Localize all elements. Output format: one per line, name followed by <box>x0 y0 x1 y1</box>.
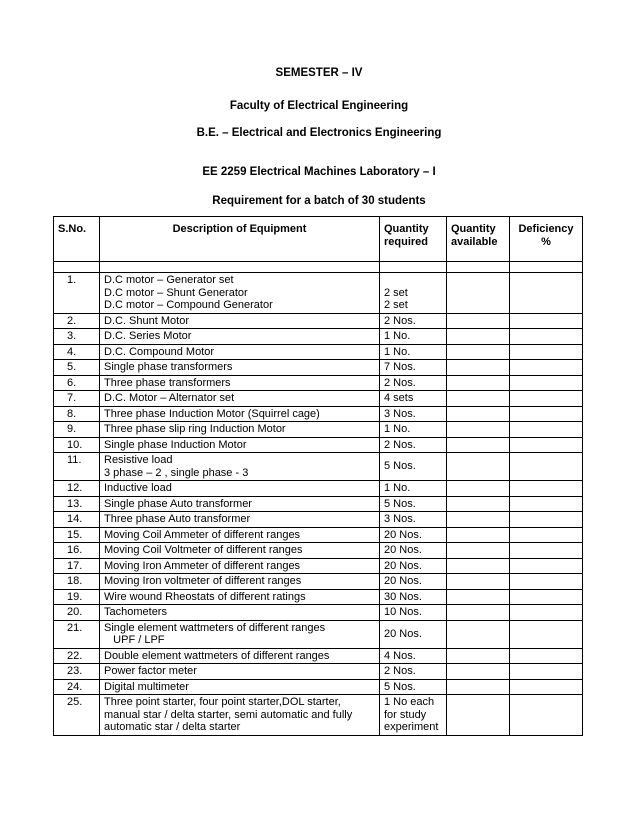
spacer-cell <box>54 262 100 273</box>
quantity-line: 7 Nos. <box>384 361 416 373</box>
cell-quantity-required <box>380 679 447 695</box>
description-line: Double element wattmeters of different ranges <box>104 649 330 662</box>
cell-description <box>100 375 380 391</box>
cell-description <box>100 329 380 345</box>
header-deficiency <box>510 217 583 262</box>
cell-sno: 16. <box>54 543 100 559</box>
cell-deficiency <box>510 453 583 481</box>
cell-description <box>100 313 380 329</box>
description-line: Power factor meter <box>104 665 197 677</box>
table-row <box>54 481 583 497</box>
table-row <box>54 375 583 391</box>
quantity-line: 1 No. <box>384 423 411 435</box>
quantity-line: 20 Nos. <box>384 559 422 572</box>
table-row <box>54 437 583 453</box>
cell-sno: 25. <box>54 695 100 736</box>
cell-deficiency <box>510 329 583 345</box>
table-row <box>54 620 583 648</box>
cell-quantity-required <box>380 527 447 543</box>
table-row <box>54 391 583 407</box>
cell-deficiency <box>510 527 583 543</box>
cell-sno: 7. <box>54 391 100 407</box>
cell-description <box>100 527 380 543</box>
equipment-table-container <box>53 216 582 736</box>
quantity-line: 2 Nos. <box>384 314 416 327</box>
cell-quantity-available <box>447 512 510 528</box>
description-line: D.C. Series Motor <box>104 330 192 342</box>
cell-description <box>100 512 380 528</box>
table-row <box>54 422 583 438</box>
header-quantity-required-line2: required <box>384 235 429 248</box>
quantity-line: 1 No. <box>384 482 411 494</box>
cell-deficiency <box>510 360 583 376</box>
quantity-line: 20 Nos. <box>384 575 422 587</box>
cell-description <box>100 605 380 621</box>
quantity-line: 2 set <box>384 286 408 299</box>
cell-sno: 13. <box>54 496 100 512</box>
cell-quantity-available <box>447 344 510 360</box>
table-row <box>54 648 583 664</box>
cell-sno: 8. <box>54 406 100 422</box>
cell-description <box>100 273 380 314</box>
description-line: Single phase Induction Motor <box>104 438 247 451</box>
cell-description <box>100 481 380 497</box>
equipment-table <box>53 216 583 736</box>
cell-deficiency <box>510 273 583 314</box>
cell-deficiency <box>510 512 583 528</box>
cell-quantity-available <box>447 589 510 605</box>
cell-description <box>100 574 380 590</box>
cell-sno: 2. <box>54 313 100 329</box>
table-row <box>54 344 583 360</box>
description-line: Three phase transformers <box>104 376 231 389</box>
quantity-line: 5 Nos. <box>384 497 416 510</box>
cell-quantity-required <box>380 329 447 345</box>
table-row <box>54 574 583 590</box>
description-line: D.C motor – Compound Generator <box>104 299 273 311</box>
quantity-line: 20 Nos. <box>384 627 422 640</box>
header-description: Description of Equipment <box>100 217 380 262</box>
cell-description <box>100 344 380 360</box>
spacer-cell <box>447 262 510 273</box>
cell-sno: 15. <box>54 527 100 543</box>
quantity-line: 2 set <box>384 299 408 311</box>
cell-quantity-required <box>380 453 447 481</box>
quantity-line <box>384 274 442 287</box>
description-line: Moving Iron voltmeter of different ranges <box>104 575 302 587</box>
quantity-line: 30 Nos. <box>384 590 422 603</box>
cell-quantity-available <box>447 648 510 664</box>
quantity-line: 3 Nos. <box>384 407 416 420</box>
cell-quantity-available <box>447 453 510 481</box>
quantity-line: 2 Nos. <box>384 376 416 389</box>
description-line: 3 phase – 2 , single phase - 3 <box>104 466 249 479</box>
semester-heading: SEMESTER – IV <box>275 67 363 79</box>
header-quantity-available-line1: Quantity <box>451 223 496 235</box>
cell-sno: 3. <box>54 329 100 345</box>
cell-sno: 11. <box>54 453 100 481</box>
description-line: Digital multimeter <box>104 680 189 693</box>
cell-deficiency <box>510 589 583 605</box>
cell-description <box>100 620 380 648</box>
quantity-line: 2 Nos. <box>384 665 416 677</box>
cell-description <box>100 695 380 736</box>
quantity-line: 4 sets <box>384 392 414 404</box>
spacer-cell <box>380 262 447 273</box>
table-row <box>54 527 583 543</box>
cell-quantity-available <box>447 605 510 621</box>
cell-sno: 20. <box>54 605 100 621</box>
cell-deficiency <box>510 574 583 590</box>
description-line: D.C. Compound Motor <box>104 345 215 358</box>
cell-quantity-available <box>447 360 510 376</box>
cell-quantity-required <box>380 664 447 680</box>
cell-sno: 14. <box>54 512 100 528</box>
table-row <box>54 496 583 512</box>
cell-quantity-required <box>380 558 447 574</box>
quantity-line: 1 No each <box>384 696 435 708</box>
quantity-line: 2 Nos. <box>384 438 416 451</box>
header-deficiency-line2: % <box>541 235 551 248</box>
cell-sno: 22. <box>54 648 100 664</box>
description-line: Moving Coil Ammeter of different ranges <box>104 528 301 541</box>
cell-description <box>100 453 380 481</box>
cell-quantity-required <box>380 391 447 407</box>
header-quantity-required <box>380 217 447 262</box>
cell-sno: 4. <box>54 344 100 360</box>
cell-quantity-required <box>380 273 447 314</box>
cell-sno: 19. <box>54 589 100 605</box>
header-quantity-available-line2: available <box>451 235 498 248</box>
header-deficiency-line1: Deficiency <box>518 223 574 235</box>
cell-quantity-required <box>380 406 447 422</box>
cell-sno: 18. <box>54 574 100 590</box>
description-line: Three point starter, four point starter,DOL starter, <box>104 696 341 708</box>
cell-quantity-required <box>380 620 447 648</box>
cell-quantity-required <box>380 543 447 559</box>
table-row <box>54 589 583 605</box>
cell-sno: 1. <box>54 273 100 314</box>
cell-sno: 23. <box>54 664 100 680</box>
description-line: Moving Coil Voltmeter of different ranges <box>104 544 303 556</box>
cell-sno: 9. <box>54 422 100 438</box>
table-row <box>54 558 583 574</box>
table-row <box>54 679 583 695</box>
header-quantity-required-line1: Quantity <box>384 223 429 235</box>
quantity-line: 5 Nos. <box>384 680 416 693</box>
cell-deficiency <box>510 695 583 736</box>
cell-description <box>100 360 380 376</box>
cell-description <box>100 558 380 574</box>
quantity-line: experiment <box>384 721 439 733</box>
cell-quantity-available <box>447 391 510 407</box>
cell-quantity-required <box>380 375 447 391</box>
cell-quantity-available <box>447 527 510 543</box>
cell-description <box>100 664 380 680</box>
cell-description <box>100 422 380 438</box>
course-heading: EE 2259 Electrical Machines Laboratory – I <box>202 166 436 178</box>
description-line: Single phase Auto transformer <box>104 497 252 510</box>
description-line: D.C motor – Generator set <box>104 274 234 286</box>
description-line: D.C. Shunt Motor <box>104 314 189 327</box>
table-row <box>54 605 583 621</box>
table-row <box>54 313 583 329</box>
cell-deficiency <box>510 391 583 407</box>
cell-quantity-required <box>380 695 447 736</box>
description-line: UPF / LPF <box>104 634 165 646</box>
cell-quantity-required <box>380 496 447 512</box>
cell-sno: 24. <box>54 679 100 695</box>
cell-quantity-required <box>380 360 447 376</box>
cell-deficiency <box>510 543 583 559</box>
spacer-cell <box>100 262 380 273</box>
cell-deficiency <box>510 422 583 438</box>
description-line: Resistive load <box>104 454 173 466</box>
description-line: D.C motor – Shunt Generator <box>104 286 248 299</box>
cell-sno: 10. <box>54 437 100 453</box>
cell-quantity-available <box>447 558 510 574</box>
quantity-line: 5 Nos. <box>384 460 416 473</box>
header-quantity-available <box>447 217 510 262</box>
cell-sno: 17. <box>54 558 100 574</box>
cell-quantity-available <box>447 422 510 438</box>
cell-deficiency <box>510 481 583 497</box>
cell-quantity-required <box>380 589 447 605</box>
cell-description <box>100 406 380 422</box>
table-row <box>54 512 583 528</box>
cell-deficiency <box>510 344 583 360</box>
table-row <box>54 664 583 680</box>
cell-quantity-available <box>447 543 510 559</box>
description-line: Three phase Auto transformer <box>104 513 251 525</box>
table-header-row <box>54 217 583 262</box>
description-line: automatic star / delta starter <box>104 721 241 733</box>
cell-sno: 21. <box>54 620 100 648</box>
cell-quantity-available <box>447 496 510 512</box>
quantity-line: 3 Nos. <box>384 513 416 525</box>
description-line: Tachometers <box>104 606 167 618</box>
description-line: D.C. Motor – Alternator set <box>104 392 235 404</box>
table-row <box>54 453 583 481</box>
cell-description <box>100 496 380 512</box>
quantity-line: 10 Nos. <box>384 606 422 618</box>
cell-sno: 6. <box>54 375 100 391</box>
cell-quantity-available <box>447 329 510 345</box>
cell-quantity-available <box>447 664 510 680</box>
cell-quantity-required <box>380 481 447 497</box>
cell-quantity-required <box>380 605 447 621</box>
cell-quantity-available <box>447 679 510 695</box>
cell-sno: 12. <box>54 481 100 497</box>
table-row <box>54 543 583 559</box>
cell-deficiency <box>510 679 583 695</box>
cell-quantity-available <box>447 273 510 314</box>
cell-quantity-available <box>447 574 510 590</box>
cell-description <box>100 437 380 453</box>
cell-description <box>100 589 380 605</box>
table-row <box>54 406 583 422</box>
cell-description <box>100 391 380 407</box>
quantity-line: for study <box>384 708 427 721</box>
cell-quantity-required <box>380 437 447 453</box>
description-line: Wire wound Rheostats of different ratings <box>104 590 306 603</box>
cell-quantity-required <box>380 574 447 590</box>
description-line: manual star / delta starter, semi automatic and fully <box>104 708 353 721</box>
cell-deficiency <box>510 664 583 680</box>
table-row <box>54 329 583 345</box>
table-body <box>54 262 583 736</box>
quantity-line: 20 Nos. <box>384 528 422 541</box>
description-line: Inductive load <box>104 482 172 494</box>
table-row <box>54 360 583 376</box>
cell-deficiency <box>510 437 583 453</box>
description-line: Three phase Induction Motor (Squirrel cage) <box>104 407 320 420</box>
cell-description <box>100 543 380 559</box>
table-row <box>54 273 583 314</box>
cell-quantity-required <box>380 648 447 664</box>
cell-quantity-available <box>447 313 510 329</box>
cell-quantity-available <box>447 481 510 497</box>
cell-deficiency <box>510 605 583 621</box>
faculty-heading: Faculty of Electrical Engineering <box>229 100 409 112</box>
quantity-line: 4 Nos. <box>384 649 416 662</box>
description-line: Single element wattmeters of different ranges <box>104 621 326 634</box>
description-line: Moving Iron Ammeter of different ranges <box>104 559 301 572</box>
cell-quantity-required <box>380 512 447 528</box>
cell-deficiency <box>510 406 583 422</box>
quantity-line: 1 No. <box>384 345 411 358</box>
cell-description <box>100 679 380 695</box>
cell-quantity-required <box>380 422 447 438</box>
description-line: Three phase slip ring Induction Motor <box>104 423 286 435</box>
cell-quantity-available <box>447 375 510 391</box>
table-spacer-row <box>54 262 583 273</box>
cell-sno: 5. <box>54 360 100 376</box>
cell-quantity-available <box>447 620 510 648</box>
cell-deficiency <box>510 558 583 574</box>
program-heading: B.E. – Electrical and Electronics Engineering <box>196 127 442 139</box>
description-line: Single phase transformers <box>104 361 233 373</box>
quantity-line: 20 Nos. <box>384 544 422 556</box>
table-row <box>54 695 583 736</box>
cell-quantity-available <box>447 437 510 453</box>
header-sno: S.No. <box>54 217 100 262</box>
cell-deficiency <box>510 496 583 512</box>
cell-quantity-available <box>447 406 510 422</box>
cell-quantity-required <box>380 313 447 329</box>
cell-description <box>100 648 380 664</box>
quantity-line: 1 No. <box>384 330 411 342</box>
cell-deficiency <box>510 375 583 391</box>
spacer-cell <box>510 262 583 273</box>
cell-quantity-required <box>380 344 447 360</box>
cell-deficiency <box>510 648 583 664</box>
batch-requirement-heading: Requirement for a batch of 30 students <box>212 195 426 207</box>
cell-deficiency <box>510 313 583 329</box>
cell-quantity-available <box>447 695 510 736</box>
cell-deficiency <box>510 620 583 648</box>
